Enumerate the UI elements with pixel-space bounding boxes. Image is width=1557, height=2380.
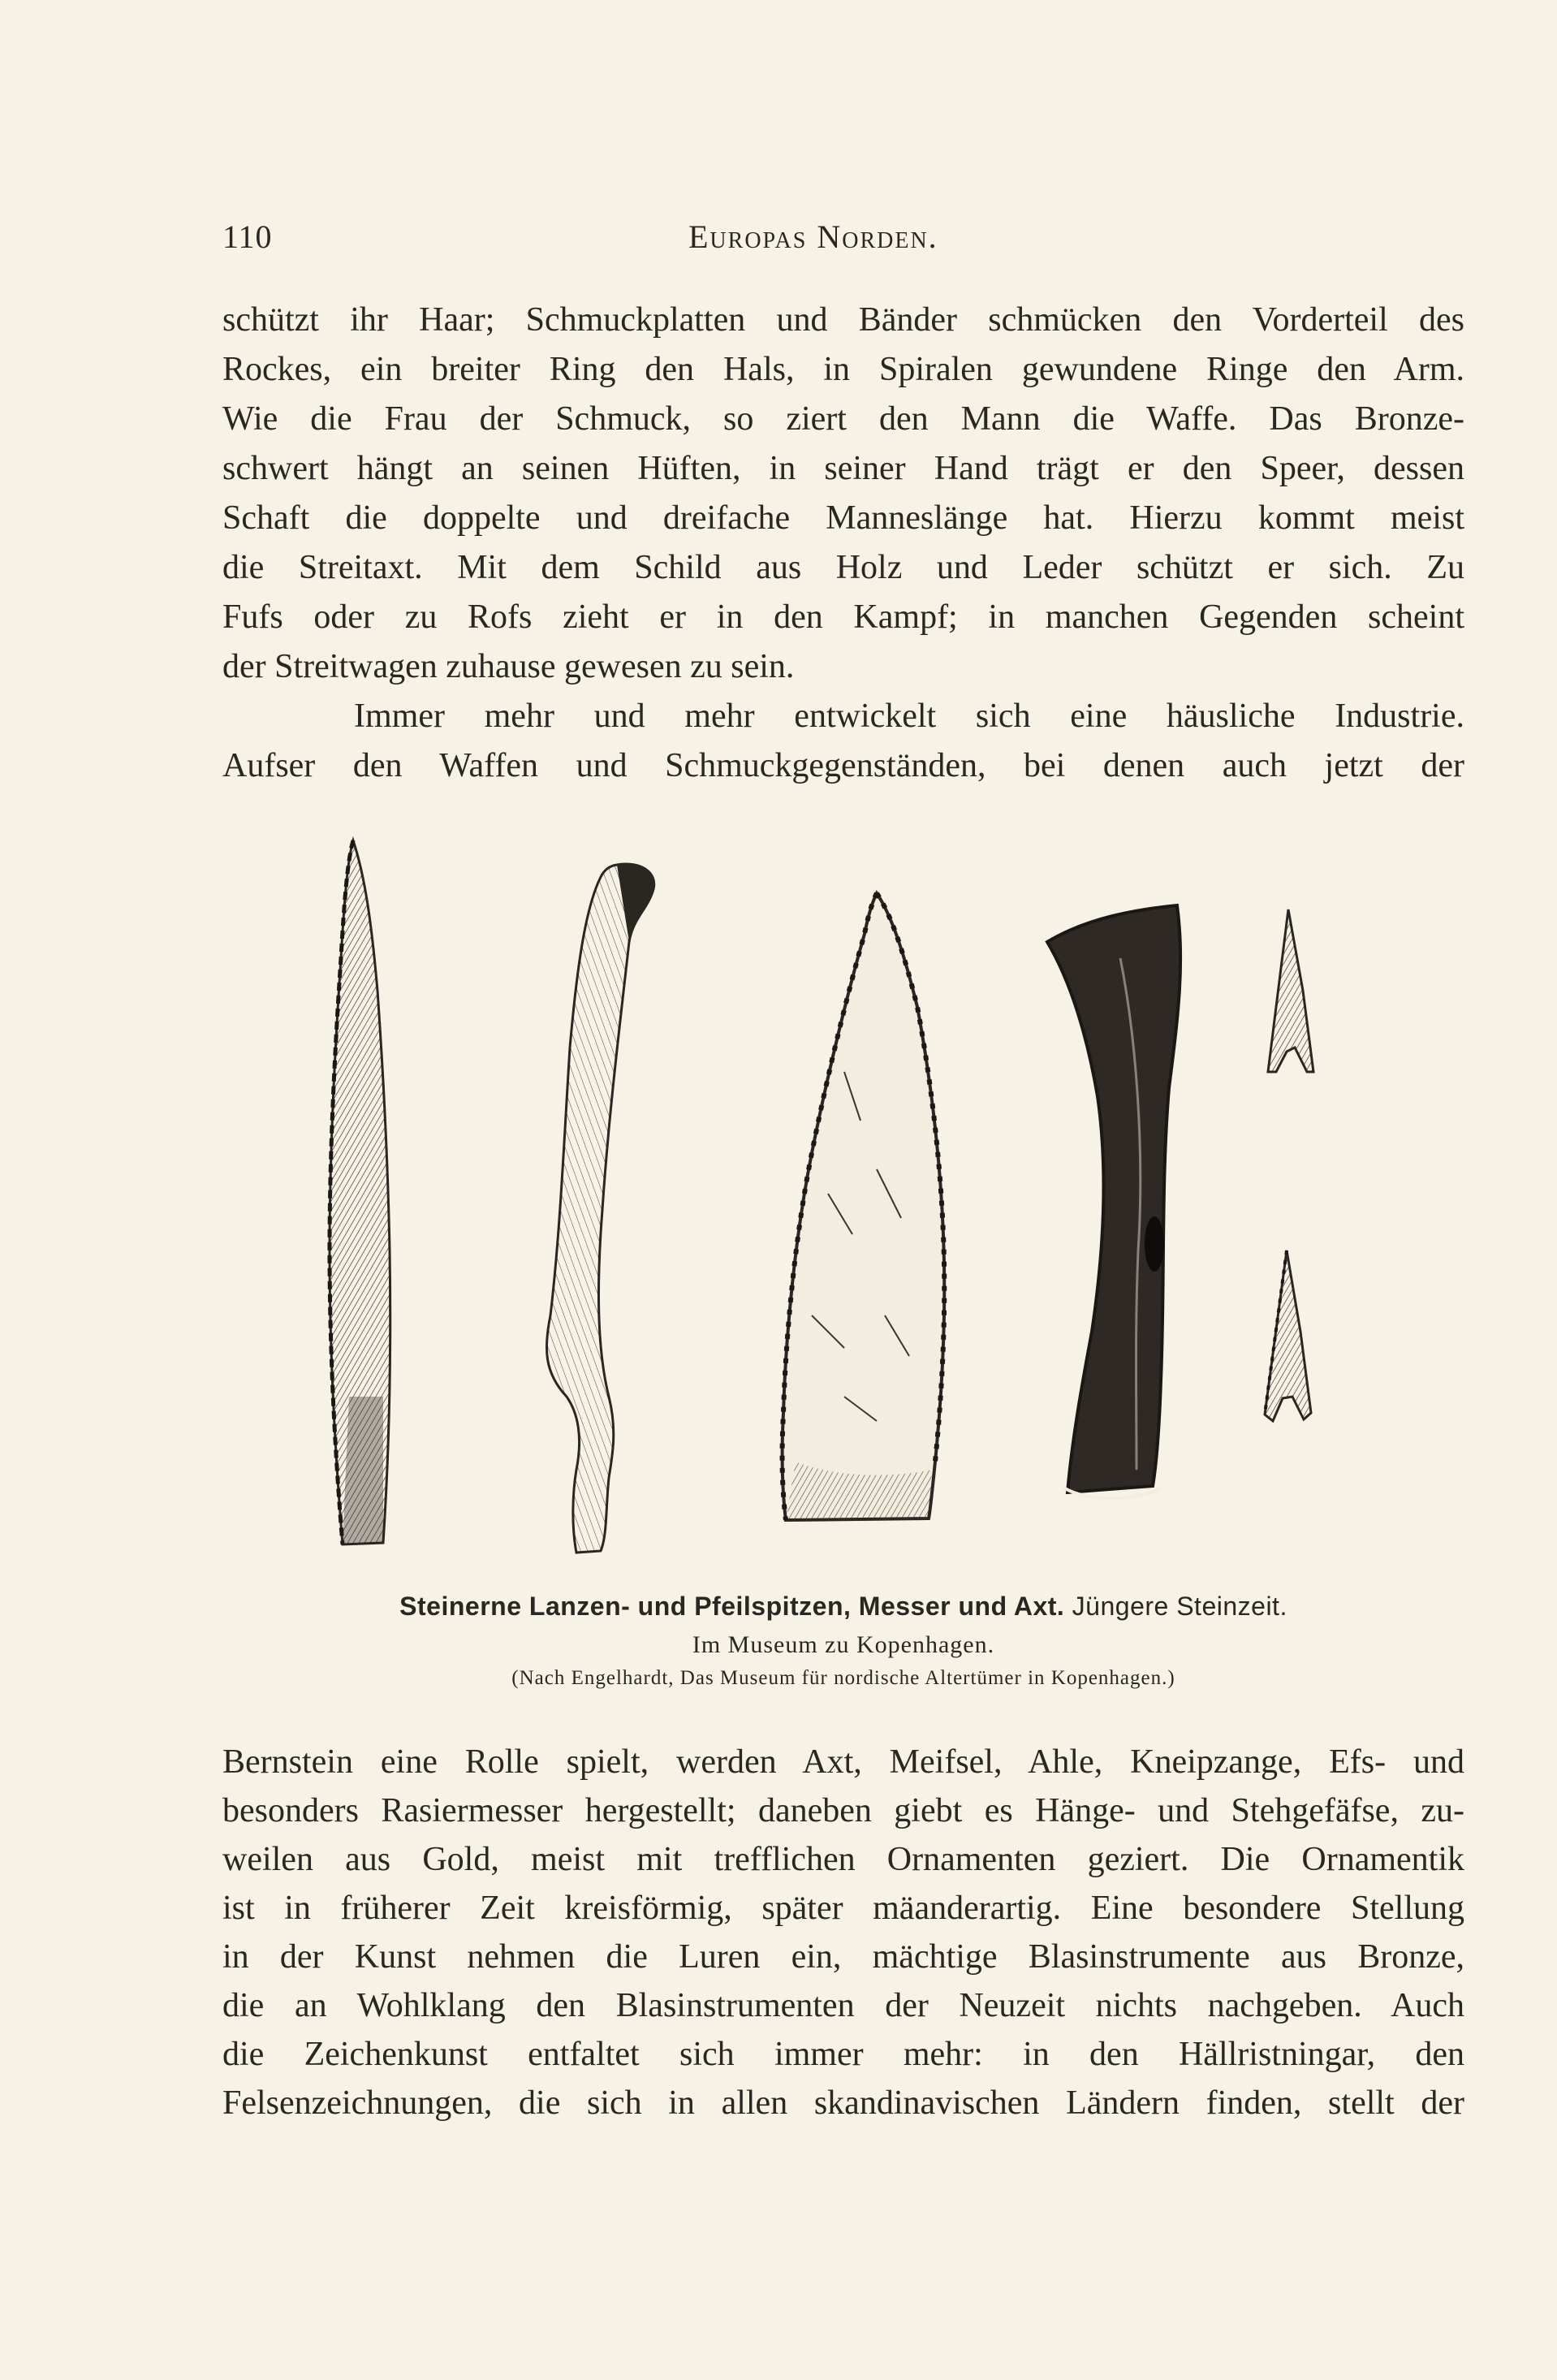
text-line: Rockes, ein breiter Ring den Hals, in Spiralen gewundene Ringe den Arm. <box>222 351 1464 388</box>
page-number: 110 <box>222 218 273 255</box>
text-line: Bernstein eine Rolle spielt, werden Axt, Meifsel, Ahle, Kneipzange, Efs- und <box>222 1743 1464 1781</box>
text-line: Fufs oder zu Rofs zieht er in den Kampf; in manchen Gegenden scheint <box>222 598 1464 636</box>
figure-caption <box>222 1592 1464 1690</box>
text-line: die Streitaxt. Mit dem Schild aus Holz und Leder schützt er sich. Zu <box>222 549 1464 586</box>
running-title: Europas Norden. <box>688 218 938 255</box>
bottom-paragraph <box>222 1738 1464 2127</box>
text-line: Felsenzeichnungen, die sich in allen skandinavischen Ländern finden, stellt der <box>222 2084 1464 2122</box>
caption-source: (Nach Engelhardt, Das Museum für nordische Altertümer in Kopenhagen.) <box>511 1667 1175 1689</box>
text-line: schützt ihr Haar; Schmuckplatten und Bänder schmücken den Vorderteil des <box>222 301 1464 339</box>
text-line: weilen aus Gold, meist mit trefflichen Ornamenten geziert. Die Ornamentik <box>222 1841 1464 1878</box>
arrowhead-upper-drawing <box>1268 909 1313 1072</box>
page-header <box>222 218 1464 266</box>
artifacts-illustration <box>276 828 1413 1575</box>
text-line: Schaft die doppelte und dreifache Manneslänge hat. Hierzu kommt meist <box>222 499 1464 537</box>
stone-lance-head-drawing <box>330 840 390 1544</box>
stone-axe-drawing <box>1047 905 1180 1499</box>
text-line-indented: Immer mehr und mehr entwickelt sich eine häusliche Industrie. <box>354 698 1464 735</box>
caption-period: Jüngere Steinzeit. <box>1072 1592 1287 1621</box>
text-line: in der Kunst nehmen die Luren ein, mächtige Blasinstrumente aus Bronze, <box>222 1938 1464 1976</box>
flint-dagger-drawing <box>783 893 945 1520</box>
top-paragraph <box>222 296 1464 791</box>
text-line: Wie die Frau der Schmuck, so ziert den Mann die Waffe. Das Bronze- <box>222 400 1464 438</box>
text-line: die an Wohlklang den Blasinstrumenten der Neuzeit nichts nachgeben. Auch <box>222 1987 1464 2024</box>
text-line: die Zeichenkunst entfaltet sich immer mehr: in den Hällristningar, den <box>222 2036 1464 2073</box>
text-line: ist in früherer Zeit kreisförmig, später mäanderartig. Eine besondere Stellung <box>222 1890 1464 1927</box>
caption-museum: Im Museum zu Kopenhagen. <box>692 1631 995 1658</box>
arrowhead-lower-drawing <box>1265 1250 1311 1421</box>
text-line: schwert hängt an seinen Hüften, in seiner Hand trägt er den Speer, dessen <box>222 450 1464 487</box>
text-line: der Streitwagen zuhause gewesen zu sein. <box>222 648 795 685</box>
stone-knife-drawing <box>546 864 653 1553</box>
text-line: Aufser den Waffen und Schmuckgegenständen, bei denen auch jetzt der <box>222 747 1464 784</box>
text-line: besonders Rasiermesser hergestellt; daneben giebt es Hänge- und Stehgefäfse, zu- <box>222 1792 1464 1829</box>
caption-title: Steinerne Lanzen- und Pfeilspitzen, Messer und Axt. <box>399 1592 1065 1621</box>
